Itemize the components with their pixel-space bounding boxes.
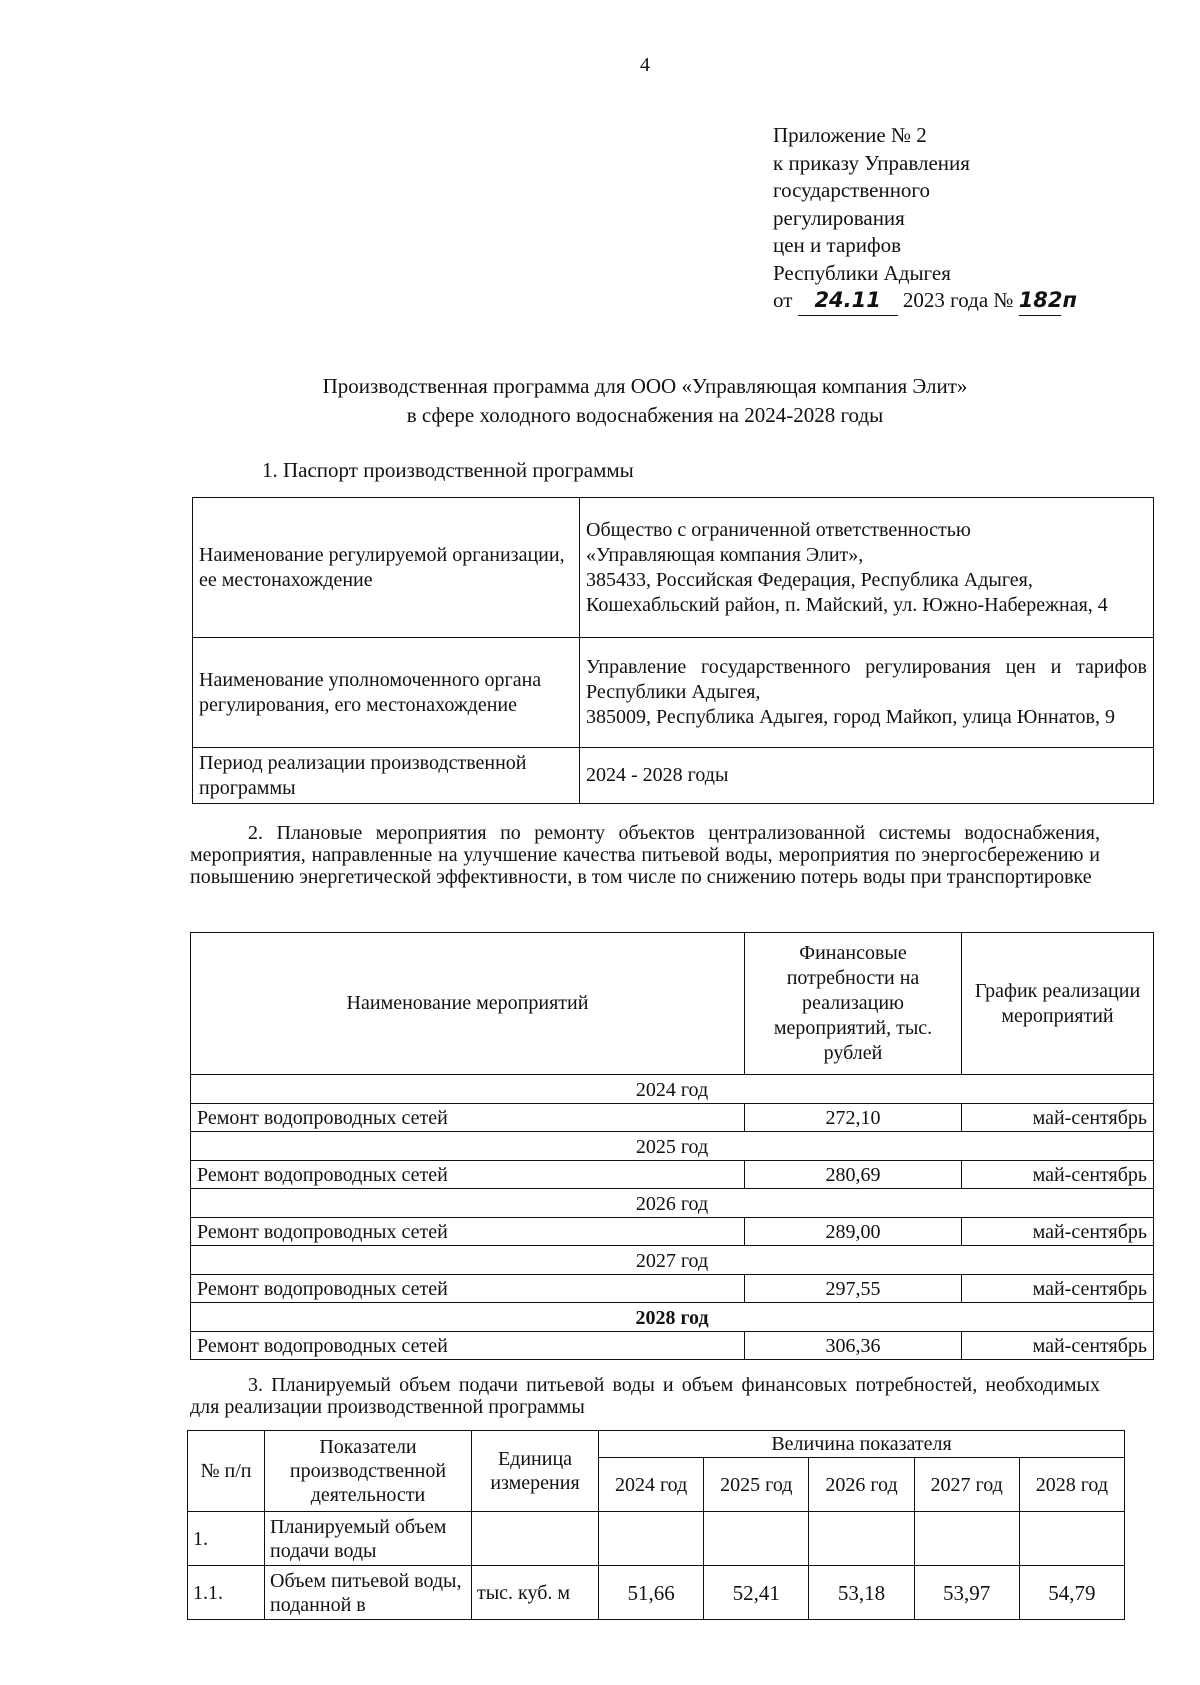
passport-value-line: Общество с ограниченной ответственностью [586,518,971,541]
table-row [191,1161,1154,1189]
appendix-date-line [773,287,1078,316]
table-row [191,1218,1154,1246]
year-row [191,1303,1154,1332]
row-number: 1. [188,1512,265,1566]
row-value: 53,97 [914,1566,1019,1620]
table-row [193,638,1154,748]
column-header-indicator: Показатели производственной деятельности [265,1431,472,1512]
passport-value-line: 385433, Российская Федерация, Республика Адыгея, [586,568,1033,591]
activity-name: Ремонт водопроводных сетей [191,1218,745,1246]
appendix-line: Приложение № 2 [773,123,927,147]
section-2-heading: 2. Плановые мероприятия по ремонту объектов централизованной системы водоснабжения, мероприятия, направленные на улучшение качества питьевой воды, мероприятия по энергосбережению и повышению энергетической эффективности, в том числе по снижению потерь воды при транспортировке [190,822,1100,888]
column-header-year: 2024 год [599,1458,704,1512]
section-1-heading: 1. Паспорт производственной программы [262,458,634,482]
activity-schedule: май-сентябрь [962,1275,1154,1303]
activity-cost: 297,55 [745,1275,962,1303]
row-value: 53,18 [809,1566,914,1620]
row-value [809,1512,914,1566]
passport-table [192,497,1154,804]
activity-cost: 272,10 [745,1104,962,1132]
year-row [191,1075,1154,1104]
appendix-line: регулирования [773,205,905,230]
row-indicator: Планируемый объем подачи воды [265,1512,472,1566]
table-row [191,1275,1154,1303]
column-header-schedule: График реализации мероприятий [962,933,1154,1075]
year-label: 2028 год [191,1303,1154,1332]
appendix-line: цен и тарифов [773,233,902,257]
passport-value-line: «Управляющая компания Элит», [586,543,864,566]
passport-label: Наименование регулируемой организации, ее местонахождение [193,498,580,638]
passport-value-line: 2024 - 2028 годы [586,764,729,786]
activity-schedule: май-сентябрь [962,1161,1154,1189]
row-unit [472,1512,599,1566]
activity-cost: 306,36 [745,1332,962,1360]
appendix-line: к приказу Управления [773,150,970,175]
year-label: 2027 год [191,1246,1154,1275]
row-indicator: Объем питьевой воды, поданной в [265,1566,472,1620]
passport-value-line: Кошехабльский район, п. Майский, ул. Южно-Набережная, 4 [586,593,1108,616]
row-value: 51,66 [599,1566,704,1620]
column-header-year: 2028 год [1019,1458,1124,1512]
year-row [191,1189,1154,1218]
passport-value-line: Управление государственного регулирования цен и тарифов Республики Адыгея, [586,656,1147,703]
row-value [914,1512,1019,1566]
row-value [1019,1512,1124,1566]
row-value [704,1512,809,1566]
column-header-year: 2026 год [809,1458,914,1512]
year-row [191,1132,1154,1161]
table-row [188,1566,1125,1620]
activity-name: Ремонт водопроводных сетей [191,1104,745,1132]
passport-value [580,638,1154,748]
table-header-row [188,1431,1125,1458]
handwritten-order-number: 182п [1019,287,1061,316]
activity-name: Ремонт водопроводных сетей [191,1161,745,1189]
passport-value [580,748,1154,804]
appendix-line: государственного [773,178,931,202]
table-row [188,1512,1125,1566]
passport-value [580,498,1154,638]
document-title [190,372,1100,430]
row-number: 1.1. [188,1566,265,1620]
table-row [191,1332,1154,1360]
activity-name: Ремонт водопроводных сетей [191,1332,745,1360]
activity-schedule: май-сентябрь [962,1104,1154,1132]
table-header-row [191,933,1154,1075]
row-value: 52,41 [704,1566,809,1620]
date-suffix: 2023 года № [902,288,1014,312]
section-3-heading: 3. Планируемый объем подачи питьевой воды и объем финансовых потребностей, необходимых для реализации производственной программы [190,1374,1100,1418]
year-row [191,1246,1154,1275]
activity-cost: 280,69 [745,1161,962,1189]
column-header-year: 2025 год [704,1458,809,1512]
column-header-unit: Единица измерения [472,1431,599,1512]
table-row [193,498,1154,638]
title-line-1: Производственная программа для ООО «Управляющая компания Элит» [322,374,968,398]
column-header-num: № п/п [188,1431,265,1512]
handwritten-date: 24.11 [798,287,898,316]
passport-label: Период реализации производственной программы [193,748,580,804]
column-header-cost: Финансовые потребности на реализацию мероприятий, тыс. рублей [745,933,962,1075]
year-label: 2024 год [191,1075,1154,1104]
indicators-table [187,1430,1125,1620]
title-line-2: в сфере холодного водоснабжения на 2024-2028 годы [406,403,884,427]
date-prefix: от [773,288,793,312]
year-label: 2025 год [191,1132,1154,1161]
row-value: 54,79 [1019,1566,1124,1620]
activity-schedule: май-сентябрь [962,1218,1154,1246]
column-header-year: 2027 год [914,1458,1019,1512]
activity-cost: 289,00 [745,1218,962,1246]
column-header-name: Наименование мероприятий [191,933,745,1075]
activity-schedule: май-сентябрь [962,1332,1154,1360]
appendix-line: Республики Адыгея [773,260,951,285]
activity-name: Ремонт водопроводных сетей [191,1275,745,1303]
passport-label: Наименование уполномоченного органа регулирования, его местонахождение [193,638,580,748]
column-header-value-group: Величина показателя [599,1431,1125,1458]
appendix-block [773,122,1078,316]
row-unit: тыс. куб. м [472,1566,599,1620]
page-number: 4 [640,54,650,76]
row-value [599,1512,704,1566]
passport-value-line: 385009, Республика Адыгея, город Майкоп, улица Юннатов, 9 [586,706,1115,728]
table-row [191,1104,1154,1132]
year-label: 2026 год [191,1189,1154,1218]
table-row [193,748,1154,804]
activities-table [190,932,1154,1360]
